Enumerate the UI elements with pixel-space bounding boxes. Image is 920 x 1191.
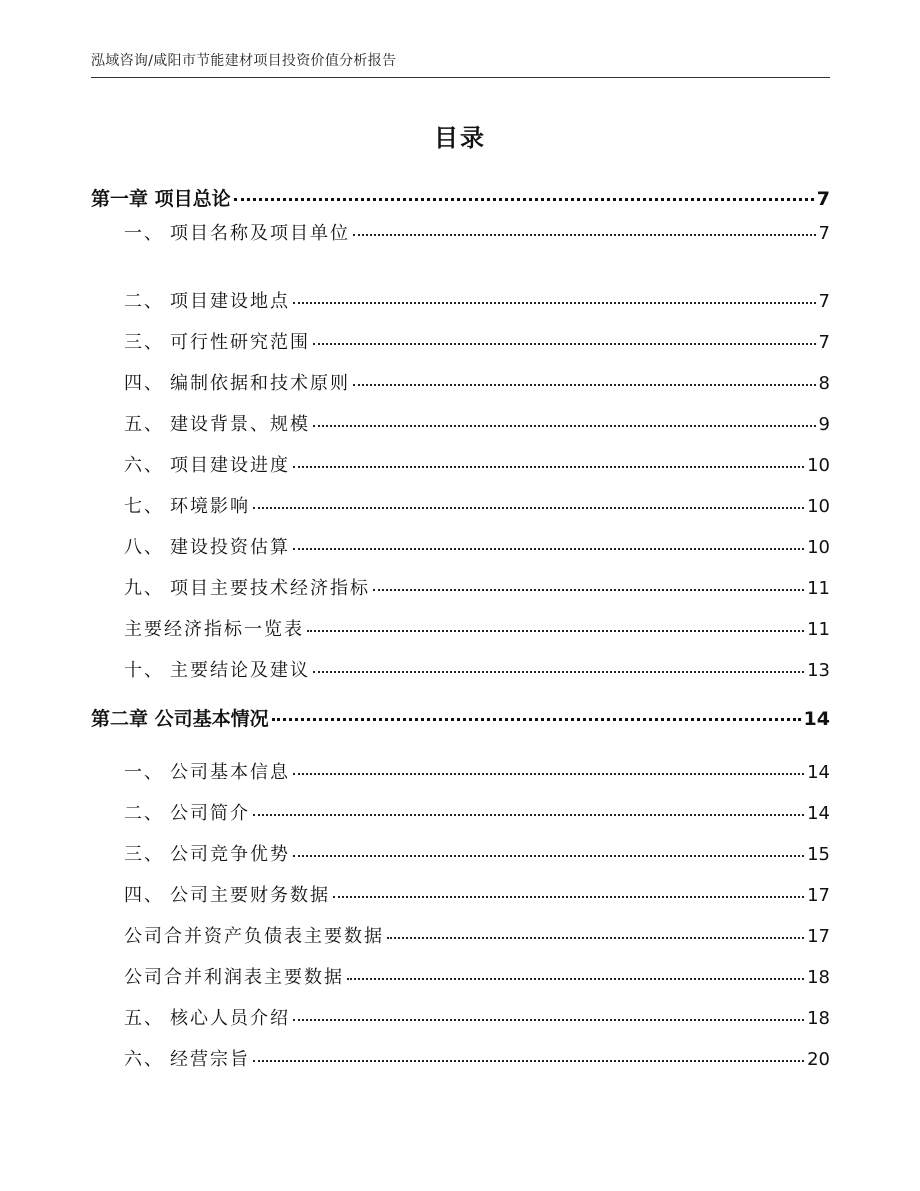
toc-entry[interactable]: [124, 840, 830, 866]
toc-entry-number: 四、: [124, 373, 164, 394]
toc-page-number: 17: [807, 926, 830, 947]
toc-entry-label: 建设投资估算: [170, 537, 290, 558]
toc-entry-number: 三、: [124, 844, 164, 865]
dot-leader: [353, 234, 816, 236]
dot-leader: [347, 978, 804, 980]
toc-entry[interactable]: [124, 219, 830, 245]
toc-page-number: 11: [807, 578, 830, 599]
toc-entry-number: 八、: [124, 537, 164, 558]
toc-entry[interactable]: [124, 369, 830, 395]
dot-leader: [293, 466, 804, 468]
toc-entry-label: 经营宗旨: [170, 1049, 250, 1070]
toc-page-number: 18: [807, 1008, 830, 1029]
dot-leader: [234, 198, 814, 201]
dot-leader: [293, 855, 804, 857]
toc-page-number: 7: [818, 332, 830, 353]
toc-page-number: 7: [818, 291, 830, 312]
toc-page-number: 10: [807, 537, 830, 558]
dot-leader: [333, 896, 804, 898]
toc-page-number: 7: [816, 188, 830, 210]
dot-leader: [313, 671, 804, 673]
toc-page-number: 14: [803, 708, 830, 730]
dot-leader: [293, 1019, 804, 1021]
toc-entry-number: 四、: [124, 885, 164, 906]
toc-entry-label: 建设背景、规模: [170, 414, 310, 435]
dot-leader: [293, 302, 816, 304]
toc-entry-number: 二、: [124, 803, 164, 824]
toc-page-number: 13: [807, 660, 830, 681]
dot-leader: [253, 1060, 804, 1062]
dot-leader: [253, 507, 804, 509]
dot-leader: [313, 425, 816, 427]
dot-leader: [353, 384, 816, 386]
toc-entry-label: 环境影响: [170, 496, 250, 517]
dot-leader: [293, 773, 804, 775]
toc-entry[interactable]: [124, 533, 830, 559]
toc-entry-label: 项目建设地点: [170, 291, 290, 312]
toc-entry-number: 一、: [124, 762, 164, 783]
toc-entry[interactable]: [124, 758, 830, 784]
toc-entry-number: 十、: [124, 660, 164, 681]
toc-page-number: 11: [807, 619, 830, 640]
toc-page-number: 20: [807, 1049, 830, 1070]
toc-entry-label: 公司简介: [170, 803, 250, 824]
toc-entry-number: 三、: [124, 332, 164, 353]
toc-entry-label: 公司主要财务数据: [170, 885, 330, 906]
toc-entry[interactable]: [124, 492, 830, 518]
toc-entry-label: 核心人员介绍: [170, 1008, 290, 1029]
toc-entry[interactable]: [124, 656, 830, 682]
toc-page-number: 15: [807, 844, 830, 865]
toc-entry-number: 一、: [124, 223, 164, 244]
toc-page-number: 9: [818, 414, 830, 435]
toc-title: 目录: [434, 124, 486, 152]
toc-entry[interactable]: [124, 574, 830, 600]
dot-leader: [387, 937, 804, 939]
toc-entry-number: 五、: [124, 1008, 164, 1029]
toc-entry[interactable]: [124, 922, 830, 948]
toc-entry-label: 项目主要技术经济指标: [170, 578, 370, 599]
toc-entry[interactable]: [124, 963, 830, 989]
toc-entry-label: 项目建设进度: [170, 455, 290, 476]
toc-entry[interactable]: [124, 881, 830, 907]
toc-chapter-1[interactable]: [91, 184, 830, 211]
dot-leader: [293, 548, 804, 550]
toc-entry-number: 二、: [124, 291, 164, 312]
toc-entry-label: 项目名称及项目单位: [170, 223, 350, 244]
page-header: 泓域咨询/咸阳市节能建材项目投资价值分析报告: [91, 53, 397, 69]
toc-page-number: 14: [807, 803, 830, 824]
header-rule: [91, 77, 830, 78]
toc-page-number: 7: [818, 223, 830, 244]
toc-entry-label: 主要结论及建议: [170, 660, 310, 681]
dot-leader: [313, 343, 816, 345]
dot-leader: [373, 589, 804, 591]
toc-entry-number: 七、: [124, 496, 164, 517]
toc-entry-number: 六、: [124, 1049, 164, 1070]
toc-chapter-label: 第二章 公司基本情况: [91, 708, 269, 730]
toc-entry-label: 公司基本信息: [170, 762, 290, 783]
toc-entry[interactable]: [124, 1045, 830, 1071]
toc-page-number: 8: [818, 373, 830, 394]
dot-leader: [253, 814, 804, 816]
toc-entry-number: 六、: [124, 455, 164, 476]
toc-entry-label: 编制依据和技术原则: [170, 373, 350, 394]
toc-entry-label: 主要经济指标一览表: [124, 619, 304, 640]
toc-page-number: 10: [807, 455, 830, 476]
toc-entry[interactable]: [124, 1004, 830, 1030]
toc-chapter-2[interactable]: [91, 704, 830, 731]
toc-entry[interactable]: [124, 287, 830, 313]
toc-entry-label: 公司竞争优势: [170, 844, 290, 865]
dot-leader: [272, 718, 801, 721]
toc-entry-label: 可行性研究范围: [170, 332, 310, 353]
toc-entry-label: 公司合并利润表主要数据: [124, 967, 344, 988]
toc-entry-number: 五、: [124, 414, 164, 435]
toc-entry[interactable]: [124, 328, 830, 354]
toc-entry-label: 公司合并资产负债表主要数据: [124, 926, 384, 947]
toc-entry[interactable]: [124, 615, 830, 641]
toc-page-number: 14: [807, 762, 830, 783]
toc-entry[interactable]: [124, 410, 830, 436]
toc-entry[interactable]: [124, 451, 830, 477]
toc-page-number: 10: [807, 496, 830, 517]
dot-leader: [307, 630, 804, 632]
toc-page-number: 17: [807, 885, 830, 906]
toc-entry[interactable]: [124, 799, 830, 825]
toc-entry-number: 九、: [124, 578, 164, 599]
toc-chapter-label: 第一章 项目总论: [91, 188, 231, 210]
toc-page-number: 18: [807, 967, 830, 988]
